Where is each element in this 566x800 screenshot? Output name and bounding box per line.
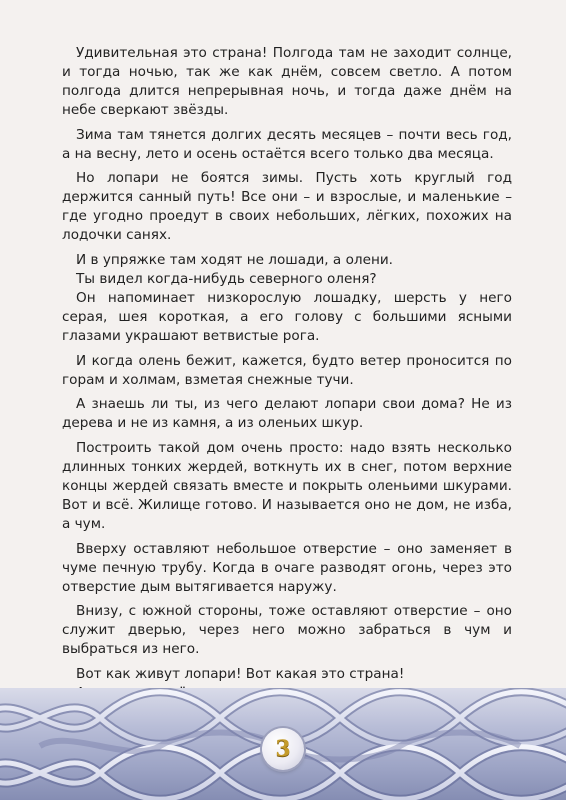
paragraph: Зима там тянется долгих десять месяцев – почти весь год, а на весну, лето и осень остаётся всего только два месяца. <box>62 126 512 162</box>
paragraph: Внизу, с южной стороны, тоже оставляют отверстие – оно служит дверью, через него можно забраться в чум и выбраться из него. <box>62 603 512 658</box>
paragraph: И в упряжке там ходят не лошади, а олени. <box>76 252 393 269</box>
paragraph: А знаешь ли ты, из чего делают лопари свои дома? Не из дерева и не из камня, а из оленьих шкур. <box>62 396 512 432</box>
paragraph: Ты видел когда-нибудь северного оленя? <box>76 270 377 287</box>
paragraph: Построить такой дом очень просто: надо взять несколько длинных тонких жердей, воткнуть их в снег, потом верхние концы жердей связать вместе и покрыть оленьими шкурами. Вот и всё. Жилище готово. И называется оно не дом, не изба, а чум. <box>62 440 512 532</box>
page-number-badge: 3 <box>262 728 304 770</box>
paragraph: Удивительная это страна! Полгода там не заходит солнце, и тогда ночью, так же как днём, совсем светло. А потом полгода длится непрерывная ночь, и тогда даже днём на небе сверкают звёзды. <box>62 45 512 118</box>
paragraph: Вверху оставляют небольшое отверстие – оно заменяет в чуме печную трубу. Когда в очаге разводят огонь, через это отверстие дым вытягивается наружу. <box>62 540 512 595</box>
story-text <box>62 44 512 747</box>
paragraph: Вот как живут лопари! Вот какая это страна! <box>76 666 405 683</box>
paragraph: И когда олень бежит, кажется, будто ветер проносится по горам и холмам, взметая снежные тучи. <box>62 352 512 388</box>
paragraph: Он напоминает низкорослую лошадку, шерсть у него серая, шея короткая, а его голову с большими ясными глазами украшают ветвистые рога. <box>62 289 512 344</box>
paragraph: Но лопари не боятся зимы. Пусть хоть круглый год держится санный путь! Все они – и взрослые, и маленькие – где угодно проедут в своих небольших, лёгких, похожих на лодочки санях. <box>62 170 512 244</box>
